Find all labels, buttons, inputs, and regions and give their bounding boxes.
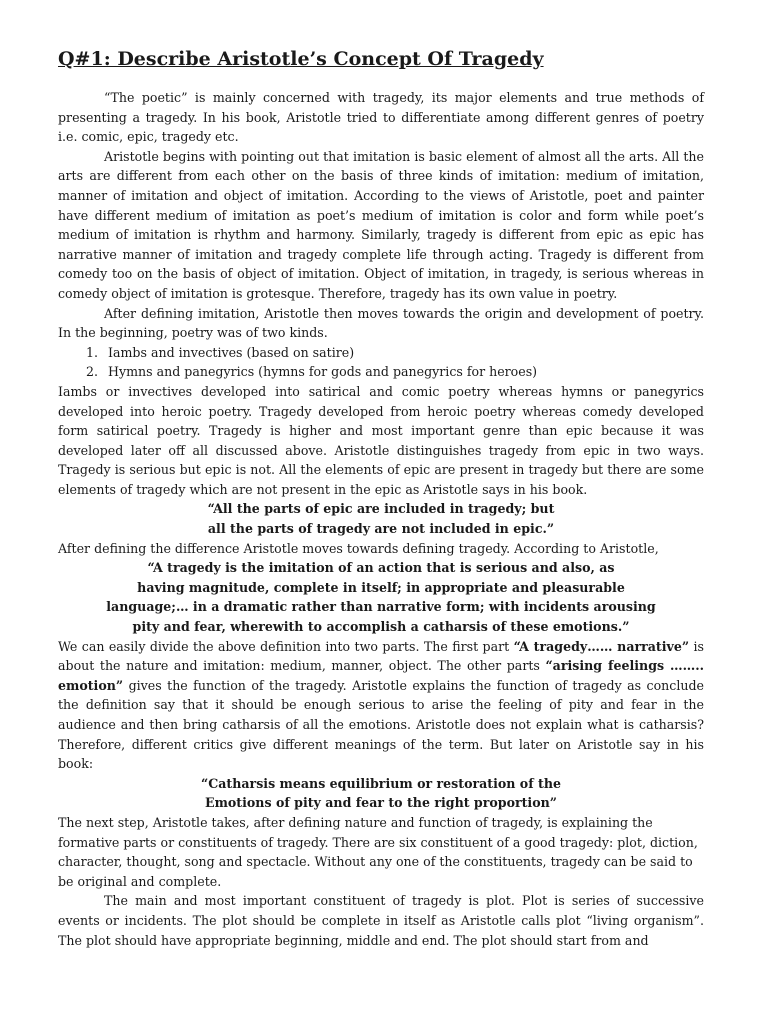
quote-line: “A tragedy is the imitation of an action that is serious and also, as (147, 560, 615, 576)
bold-run: “A tragedy…… narrative” (513, 638, 690, 654)
list-item: 1. Iambs and invectives (based on satire) (102, 343, 704, 363)
paragraph-intro: “The poetic” is mainly concerned with tragedy, its major elements and true methods of presenting a tragedy. In his book, Aristotle tried to differentiate among different genres of poetry i.e. comic, epic, tragedy etc. (58, 90, 704, 145)
paragraph-imitation: Aristotle begins with pointing out that imitation is basic element of almost all the arts. All the arts are different from each other on the basis of three kinds of imitation: medium of imitation, manner of imitation and object of imitation. According to the views of Aristotle, poet and painter have different medium of imitation as poet’s medium of imitation is color and form while poet’s medium of imitation is rhythm and harmony. Similarly, tragedy is different from epic as epic has narrative manner of imitation and tragedy complete life through acting. Tragedy is different from comedy too on the basis of object of imitation. Object of imitation, in tragedy, is serious whereas in comedy object of imitation is grotesque. Therefore, tragedy has its own value in poetry. (58, 148, 704, 301)
quote-epic-tragedy (58, 499, 704, 538)
text-run: is about the nature and imitation: medium, manner, object. The other parts (58, 638, 704, 674)
quote-line: language;… in a dramatic rather than narrative form; with incidents arousing (106, 599, 656, 615)
quote-line: all the parts of tragedy are not included in epic.” (207, 521, 555, 537)
quote-tragedy-definition (58, 558, 704, 636)
paragraph-origin: After defining imitation, Aristotle then moves towards the origin and development of poetry. In the beginning, poetry was of two kinds. (58, 305, 704, 341)
poetry-kinds-list (58, 343, 704, 382)
paragraph-definition-parts (58, 637, 704, 774)
list-item: 2. Hymns and panegyrics (hymns for gods and panegyrics for heroes) (102, 362, 704, 382)
text-run: We can easily divide the above definition into two parts. The first part (58, 638, 514, 654)
paragraph-development: Iambs or invectives developed into satirical and comic poetry whereas hymns or panegyrics developed into heroic poetry. Tragedy developed from heroic poetry whereas comedy developed form satirical poetry. Tragedy is higher and most important genre than epic because it was developed later off all discussed above. Aristotle distinguishes tragedy from epic in two ways. Tragedy is serious but epic is not. All the elements of epic are present in tragedy but there are some elements of tragedy which are not present in the epic as Aristotle says in his book. (58, 383, 704, 497)
quote-catharsis (58, 774, 704, 813)
text-run: gives the function of the tragedy. Aristotle explains the function of tragedy as conclude the definition say that it should be enough serious to arise the feeling of pity and fear in the audience and then bring catharsis of all the emotions. Aristotle does not explain what is catharsis? Therefore, different critics give different meanings of the term. But later on Aristotle say in his book: (58, 677, 704, 772)
quote-line: having magnitude, complete in itself; in appropriate and pleasurable (137, 579, 625, 595)
quote-line: “Catharsis means equilibrium or restoration of the (201, 775, 561, 791)
bold-run: “arising feelings …….. emotion” (58, 658, 705, 693)
quote-line: Emotions of pity and fear to the right proportion” (204, 795, 558, 811)
paragraph-definition-intro: After defining the difference Aristotle moves towards defining tragedy. According to Aristotle, (58, 540, 659, 556)
paragraph-constituents: The next step, Aristotle takes, after defining nature and function of tragedy, is explaining the formative parts or constituents of tragedy. There are six constituent of a good tragedy: plot, diction, character, thought, song and spectacle. Without any one of the constituents, tragedy can be said to be original and complete. (58, 814, 698, 889)
paragraph-plot: The main and most important constituent of tragedy is plot. Plot is series of successive events or incidents. The plot should be complete in itself as Aristotle calls plot “living organism”. The plot should have appropriate beginning, middle and end. The plot should start from and (58, 893, 704, 948)
quote-line: “All the parts of epic are included in tragedy; but (207, 501, 555, 517)
quote-line: pity and fear, wherewith to accomplish a catharsis of these emotions.” (132, 619, 630, 635)
page-title: Q#1: Describe Aristotle’s Concept Of Tragedy (58, 48, 544, 70)
